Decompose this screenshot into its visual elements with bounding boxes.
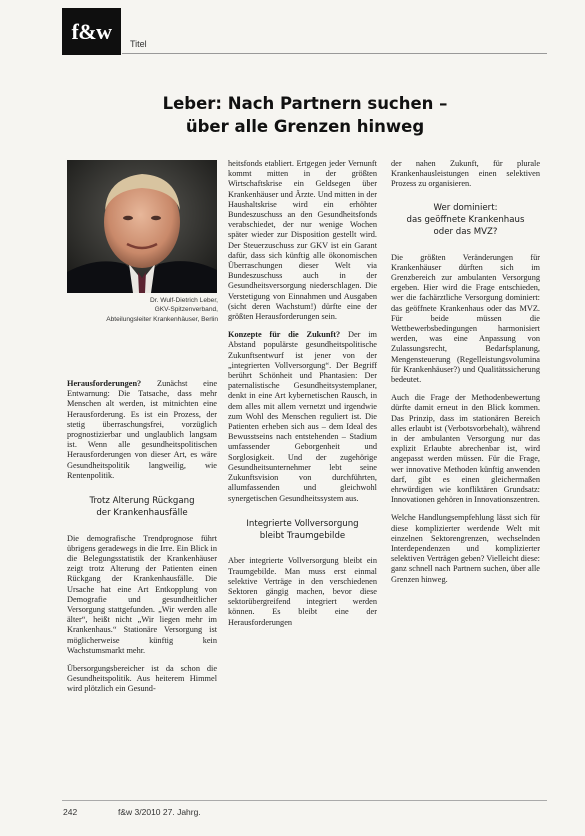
- headline-line-1: Leber: Nach Partnern suchen –: [162, 94, 448, 113]
- paragraph: Auch die Frage der Methodenbewertung dürfte damit erneut in den Blick kommen. Das Prinzip, dass im stationären Bereich alles erlaubt ist (Verbotsvorbehalt), während in der ambulanten Versorgung nur das explizit Erlaubte abrechenbar ist, wird angepasst werden müssen. Für die Frage, wer innovative Methoden künftig anwenden darf, gibt es einen gleichermaßen ehrwürdigen wie konfliktären Grundsatz: Innovationen gehören in Innovationszentren.: [391, 393, 540, 505]
- subheading-line: oder das MVZ?: [433, 227, 498, 238]
- paragraph: Die demografische Trendprognose führt übrigens geradewegs in die Irre. Ein Blick in die Belegungsstatistik der Krankenhäuser zeigt trotz Alterung der Patienten einen Rückgang der Krankenhausfälle. Die Ursache hat eine Art Entkopplung von Demografie und gesundheitlicher Versorgung stattgefunden. „Wir werden alle älter“, heißt nicht „Wir liegen mehr im Krankenhaus.“ Stationäre Versorgung ist möglicherweise künftig kein Wachstumsmarkt mehr.: [67, 533, 217, 655]
- paragraph: Übersorgungsbereicher ist da schon die Gesundheitspolitik. Aus heiterem Himmel wird plötzlich ein Gesund-: [67, 664, 217, 694]
- article-column-3: [391, 159, 540, 585]
- header-rule: [122, 53, 547, 54]
- paragraph: Die größten Veränderungen für Krankenhäuser dürften sich im Grenzbereich zur ambulanten Versorgung ergeben. Hier wird die Frage entschieden, wer die fachärztliche Versorgung dominiert: das geöffnete Krankenhaus oder das MVZ. Für beide müssen die Wettbewerbsbedingungen harmonisiert werden, was eine Anpassung von Zulassungsrecht, Bedarfsplanung, Mengensteuerung (Regelleistungsvolumina für Krankenhäuser?) und Qualitätssicherung bedeutet.: [391, 252, 540, 384]
- publication-logo: f&w: [62, 8, 121, 55]
- photo-caption: [66, 296, 218, 324]
- subheading-line: bleibt Traumgebilde: [259, 531, 346, 541]
- subheading-line: der Krankenhausfälle: [96, 508, 188, 519]
- caption-organization: GKV-Spitzenverband,: [154, 306, 218, 314]
- paragraph: Aber integrierte Vollversorgung bleibt ein Traumgebilde. Man muss erst einmal selektive Verträge in den verschiedenen Sektoren gängig machen, bevor diese sektorübergreifend integriert werden können. Es bleibt eine der Herausforderungen: [228, 556, 377, 627]
- subheading-line: Trotz Alterung Rückgang: [89, 496, 195, 507]
- paragraph: Welche Handlungsempfehlung lässt sich für diese komplizierter werdende Welt mit einzelnen Sektorengrenzen, wechselnden Interdependenzen und komplizierter selektiven Verträgen geben? Vielleicht diese: ganz schnell nach Partnern suchen, über alle Grenzen hinweg.: [391, 513, 540, 584]
- subheading-line: Wer dominiert:: [433, 202, 498, 213]
- subheading-line: Integrierte Vollversorgung: [246, 518, 359, 529]
- article-headline: [115, 92, 495, 138]
- lead-in: Herausforderungen?: [67, 379, 142, 388]
- subheading: [67, 495, 217, 520]
- subheading-line: das geöffnete Krankenhaus: [406, 214, 525, 225]
- article-column-1: [67, 379, 217, 695]
- paragraph: [228, 330, 377, 503]
- caption-name: Dr. Wulf-Dietrich Leber,: [149, 297, 218, 304]
- page-number: 242: [63, 807, 78, 817]
- publication-info: f&w 3/2010 27. Jahrg.: [118, 807, 201, 817]
- paragraph: heitsfonds etabliert. Ertgegen jeder Vernunft kommt mitten in der größten Wirtschaftskrise ein Geldsegen über Krankenhäuser und Ärzte. Und mitten in der Haushaltskrise wird ein erhöhter Bundeszuschuss an den Gesundheitsfonds verabschiedet, der nur wenige Wochen später wieder zur Disposition gestellt wird. Der Steuerzuschuss zur GKV ist ein Garant dafür, dass sich künftig alle ökonomischen Überraschungen dieser Welt via Bundeszuschuss auch in der Gesundheitsversorgung niederschlagen. Die Verstetigung von Einnahmen und Ausgaben (sicht deren Wachstum!) dürfte eine der größten Herausforderungen sein.: [228, 159, 377, 322]
- subheading: [391, 202, 540, 239]
- article-column-2: [228, 159, 377, 628]
- paragraph-text: Zunächst eine Entwarnung: Die Tatsache, dass mehr Menschen alt werden, ist mitnichten eine Herausforderung. Es ist ein Prozess, der stetig überraschungsfrei, vorzüglich prognostizierbar und unglaublich langsam ist. Wenn alle gesundheitspolitischen Herausforderungen von dieser Art, es wäre Gesundheitspolitik langweilig, wie Rentenpolitik.: [67, 379, 218, 480]
- paragraph-text: Der im Abstand populärste gesundheitspolitische Zukunftsentwurf ist jener von der „integrierten Vollversorgung“. Der Begriff berührt Schönheit und Phantasien: Der paternalistische Gesundheitsystemplaner, denkt in eine Art kybernetischen Rausch, in dem alles mit allem vernetzt und irgendwie zum Wohl des Menschen reguliert ist. Die Patienten erheben sich aus – dem Ideal des Bewusstseins nach entstehenden – Stadium umfassender Geborgenheit und Sorglosigkeit. Und der zugehörige Gesundheitsunternehmer lebt seine Zukunftsvision von durchführten, allumfassenden und gleichwohl synergetischen Gesundheitssystem aus.: [228, 330, 377, 503]
- headline-line-2: über alle Grenzen hinweg: [185, 117, 425, 136]
- footer-rule: [62, 800, 547, 801]
- portrait-photo: [67, 160, 217, 293]
- lead-in: Konzepte für die Zukunft?: [228, 330, 341, 340]
- author-portrait: [67, 160, 217, 293]
- section-label: Titel: [130, 39, 147, 49]
- paragraph: der nahen Zukunft, für plurale Krankenhausleistungen einen selektiven Prozess zu organisieren.: [391, 159, 540, 189]
- paragraph: [67, 379, 217, 481]
- subheading: [228, 518, 377, 543]
- caption-department: Abteilungsleiter Krankenhäuser, Berlin: [106, 315, 218, 323]
